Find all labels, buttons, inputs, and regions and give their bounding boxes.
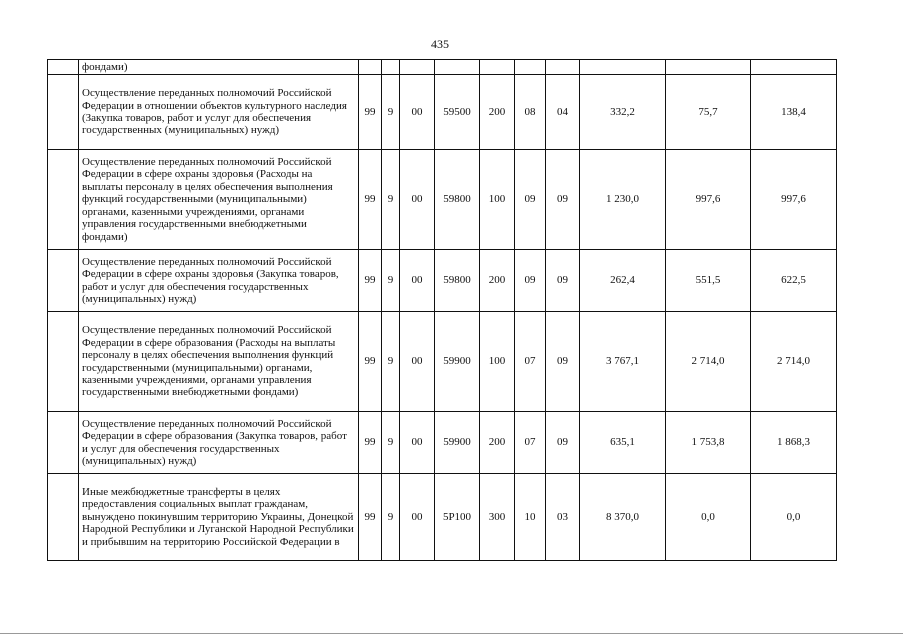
table-row bbox=[48, 312, 837, 412]
blank-cell bbox=[48, 250, 79, 312]
direction-code: 59800 bbox=[435, 250, 480, 312]
amount-year-3: 1 868,3 bbox=[751, 412, 837, 474]
direction-code: 59500 bbox=[435, 75, 480, 150]
subprogram-code: 9 bbox=[382, 75, 400, 150]
table-row-continued bbox=[48, 60, 837, 75]
subsection-code: 09 bbox=[546, 250, 580, 312]
amount-year-3: 997,6 bbox=[751, 150, 837, 250]
subprogram-code: 9 bbox=[382, 474, 400, 561]
section-code: 10 bbox=[515, 474, 546, 561]
table-row bbox=[48, 75, 837, 150]
blank-cell bbox=[48, 474, 79, 561]
main-event-code: 00 bbox=[400, 412, 435, 474]
expense-type-code: 200 bbox=[480, 75, 515, 150]
amount-year-2: 997,6 bbox=[666, 150, 751, 250]
subprogram-code: 9 bbox=[382, 150, 400, 250]
main-event-code: 00 bbox=[400, 312, 435, 412]
program-code: 99 bbox=[359, 150, 382, 250]
direction-code: 5P100 bbox=[435, 474, 480, 561]
amount-year-3: 622,5 bbox=[751, 250, 837, 312]
subprogram-code: 9 bbox=[382, 250, 400, 312]
subsection-code: 09 bbox=[546, 412, 580, 474]
amount-year-2: 2 714,0 bbox=[666, 312, 751, 412]
expense-name: Осуществление переданных полномочий Российской Федерации в сфере образования (Закупка товаров, работ и услуг для обеспечения государственных (муниципальных) нужд) bbox=[79, 412, 359, 474]
main-event-code: 00 bbox=[400, 250, 435, 312]
amount-year-1: 262,4 bbox=[580, 250, 666, 312]
program-code: 99 bbox=[359, 412, 382, 474]
amount-year-2: 551,5 bbox=[666, 250, 751, 312]
blank-cell bbox=[48, 150, 79, 250]
budget-table bbox=[47, 59, 837, 561]
expense-name: Осуществление переданных полномочий Российской Федерации в отношении объектов культурного наследия (Закупка товаров, работ и услуг для обеспечения государственных (муниципальных) нужд) bbox=[79, 75, 359, 150]
section-code: 07 bbox=[515, 412, 546, 474]
section-code: 09 bbox=[515, 150, 546, 250]
amount-year-1: 1 230,0 bbox=[580, 150, 666, 250]
expense-type-code: 200 bbox=[480, 250, 515, 312]
amount-year-1: 8 370,0 bbox=[580, 474, 666, 561]
program-code: 99 bbox=[359, 250, 382, 312]
expense-name: Осуществление переданных полномочий Российской Федерации в сфере охраны здоровья (Закупка товаров, работ и услуг для обеспечения государственных (муниципальных) нужд) bbox=[79, 250, 359, 312]
expense-name: Осуществление переданных полномочий Российской Федерации в сфере охраны здоровья (Расходы на выплаты персоналу в целях обеспечения выполнения функций государственными (муниципальными) органами, казенными учреждениями, органами управления государственными внебюджетными фондами) bbox=[79, 150, 359, 250]
program-code: 99 bbox=[359, 75, 382, 150]
blank-cell bbox=[48, 412, 79, 474]
section-code: 07 bbox=[515, 312, 546, 412]
table-row bbox=[48, 250, 837, 312]
amount-year-2: 1 753,8 bbox=[666, 412, 751, 474]
subsection-code: 03 bbox=[546, 474, 580, 561]
program-code: 99 bbox=[359, 474, 382, 561]
main-event-code: 00 bbox=[400, 150, 435, 250]
subprogram-code: 9 bbox=[382, 312, 400, 412]
table-row bbox=[48, 150, 837, 250]
amount-year-2: 75,7 bbox=[666, 75, 751, 150]
expense-name: Иные межбюджетные трансферты в целях предоставления социальных выплат гражданам, вынуждено покинувшим территорию Украины, Донецкой Народной Республики и Луганской Народной Республики и прибывшим на территорию Российской Федерации в bbox=[79, 474, 359, 561]
subsection-code: 09 bbox=[546, 150, 580, 250]
amount-year-3: 138,4 bbox=[751, 75, 837, 150]
expense-type-code: 100 bbox=[480, 312, 515, 412]
expense-name: Осуществление переданных полномочий Российской Федерации в сфере образования (Расходы на выплаты персоналу в целях обеспечения выполнения функций государственными (муниципальными) органами, казенными учреждениями, органами управления государственными внебюджетными фондами) bbox=[79, 312, 359, 412]
subsection-code: 04 bbox=[546, 75, 580, 150]
direction-code: 59900 bbox=[435, 412, 480, 474]
expense-type-code: 300 bbox=[480, 474, 515, 561]
blank-cell bbox=[48, 312, 79, 412]
direction-code: 59800 bbox=[435, 150, 480, 250]
row-name: фондами) bbox=[79, 60, 359, 75]
page-number: 435 bbox=[431, 37, 449, 51]
expense-type-code: 100 bbox=[480, 150, 515, 250]
blank-cell bbox=[48, 60, 79, 75]
amount-year-1: 3 767,1 bbox=[580, 312, 666, 412]
blank-cell bbox=[48, 75, 79, 150]
amount-year-2: 0,0 bbox=[666, 474, 751, 561]
section-code: 08 bbox=[515, 75, 546, 150]
page-edge-divider bbox=[0, 633, 903, 634]
amount-year-3: 0,0 bbox=[751, 474, 837, 561]
main-event-code: 00 bbox=[400, 474, 435, 561]
amount-year-1: 332,2 bbox=[580, 75, 666, 150]
subprogram-code: 9 bbox=[382, 412, 400, 474]
table-row bbox=[48, 474, 837, 561]
subsection-code: 09 bbox=[546, 312, 580, 412]
program-code: 99 bbox=[359, 312, 382, 412]
amount-year-1: 635,1 bbox=[580, 412, 666, 474]
direction-code: 59900 bbox=[435, 312, 480, 412]
expense-type-code: 200 bbox=[480, 412, 515, 474]
table-row bbox=[48, 412, 837, 474]
main-event-code: 00 bbox=[400, 75, 435, 150]
amount-year-3: 2 714,0 bbox=[751, 312, 837, 412]
section-code: 09 bbox=[515, 250, 546, 312]
